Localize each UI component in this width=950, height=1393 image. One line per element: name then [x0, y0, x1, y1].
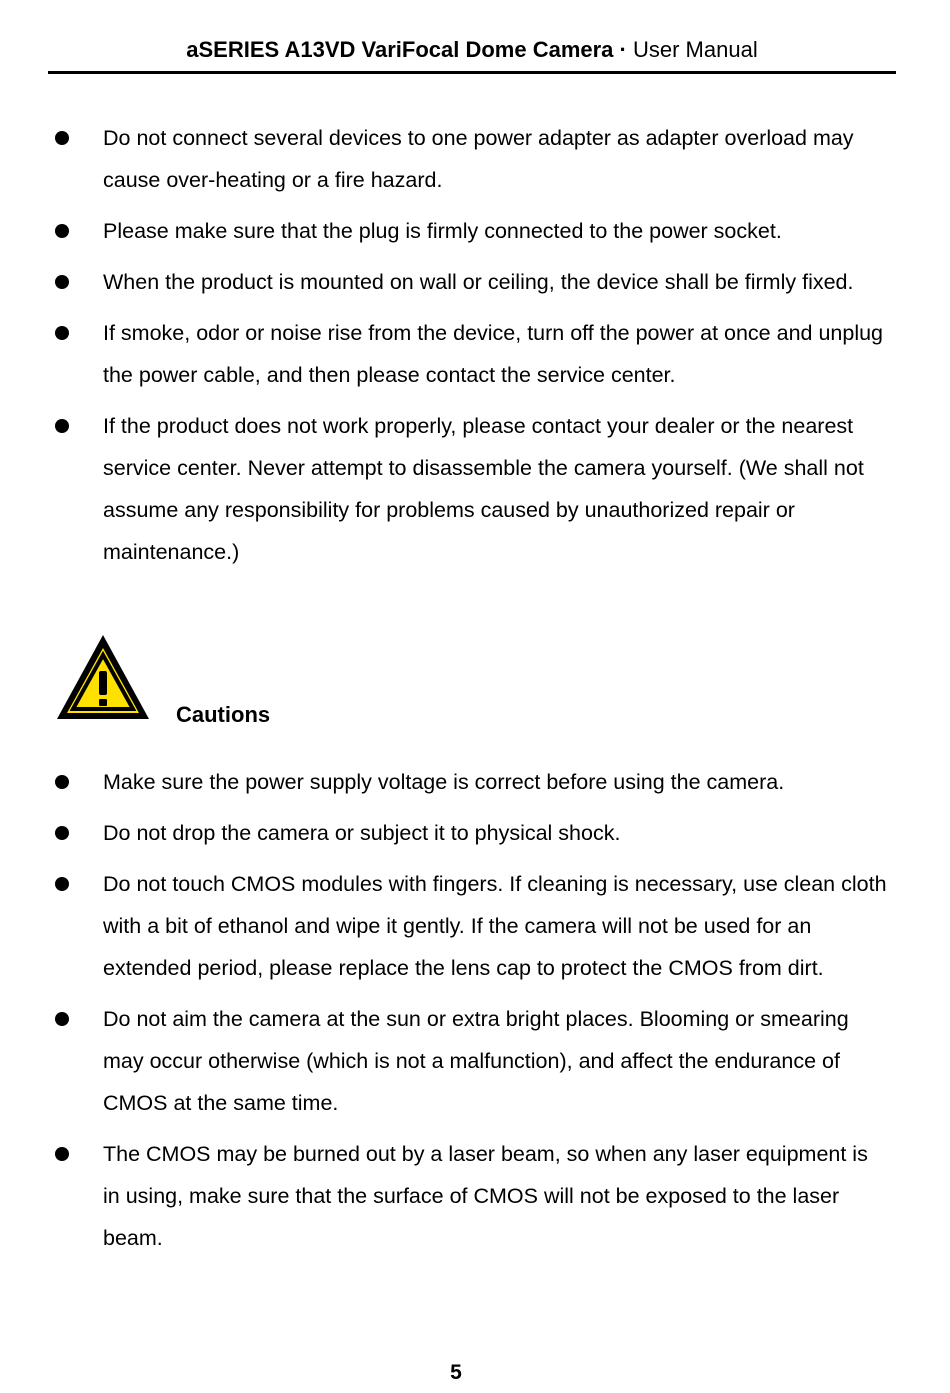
list-item-text: When the product is mounted on wall or ceiling, the device shall be firmly fixed.	[103, 270, 854, 294]
cautions-list	[0, 761, 950, 1268]
list-item	[0, 405, 950, 573]
list-item	[0, 863, 950, 989]
list-item	[0, 210, 950, 252]
list-item-text: Do not connect several devices to one power adapter as adapter overload may cause over-heating or a fire hazard.	[103, 126, 854, 192]
list-item-text: Do not drop the camera or subject it to physical shock.	[103, 821, 621, 845]
header-divider	[48, 71, 896, 74]
list-item	[0, 812, 950, 854]
header-product-title: aSERIES A13VD VariFocal Dome Camera	[186, 37, 614, 62]
list-item	[0, 117, 950, 201]
list-item-text: If the product does not work properly, please contact your dealer or the nearest service center. Never attempt to disassemble the camera yourself. (We shall not assume any responsibility for problems caused by unauthorized repair or maintenance.)	[103, 414, 864, 564]
list-item	[0, 1133, 950, 1259]
list-item	[0, 761, 950, 803]
header-separator: ·	[619, 37, 627, 62]
cautions-title: Cautions	[176, 702, 271, 727]
bullet-icon	[55, 275, 69, 289]
bullet-icon	[55, 224, 69, 238]
cautions-heading	[55, 633, 455, 733]
warning-triangle-icon	[55, 633, 151, 723]
list-item	[0, 312, 950, 396]
bullet-icon	[55, 775, 69, 789]
header-doc-type: User Manual	[633, 37, 758, 62]
page-number: 5	[450, 1361, 462, 1384]
list-item	[0, 261, 950, 303]
bullet-icon	[55, 1012, 69, 1026]
list-item-text: If smoke, odor or noise rise from the device, turn off the power at once and unplug the power cable, and then please contact the service center.	[103, 321, 884, 387]
list-item-text: Make sure the power supply voltage is correct before using the camera.	[103, 770, 785, 794]
page-header	[48, 30, 896, 70]
list-item-text: Please make sure that the plug is firmly connected to the power socket.	[103, 219, 782, 243]
bullet-icon	[55, 877, 69, 891]
bullet-icon	[55, 326, 69, 340]
list-item-text: Do not touch CMOS modules with fingers. If cleaning is necessary, use clean cloth with a bit of ethanol and wipe it gently. If the camera will not be used for an extended period, please replace the lens cap to protect the CMOS from dirt.	[103, 872, 887, 980]
warnings-list	[0, 117, 950, 582]
list-item	[0, 998, 950, 1124]
bullet-icon	[55, 131, 69, 145]
list-item-text: Do not aim the camera at the sun or extra bright places. Blooming or smearing may occur otherwise (which is not a malfunction), and affect the endurance of CMOS at the same time.	[103, 1007, 849, 1115]
list-item-text: The CMOS may be burned out by a laser beam, so when any laser equipment is in using, make sure that the surface of CMOS will not be exposed to the laser beam.	[103, 1142, 868, 1250]
bullet-icon	[55, 419, 69, 433]
bullet-icon	[55, 1147, 69, 1161]
bullet-icon	[55, 826, 69, 840]
